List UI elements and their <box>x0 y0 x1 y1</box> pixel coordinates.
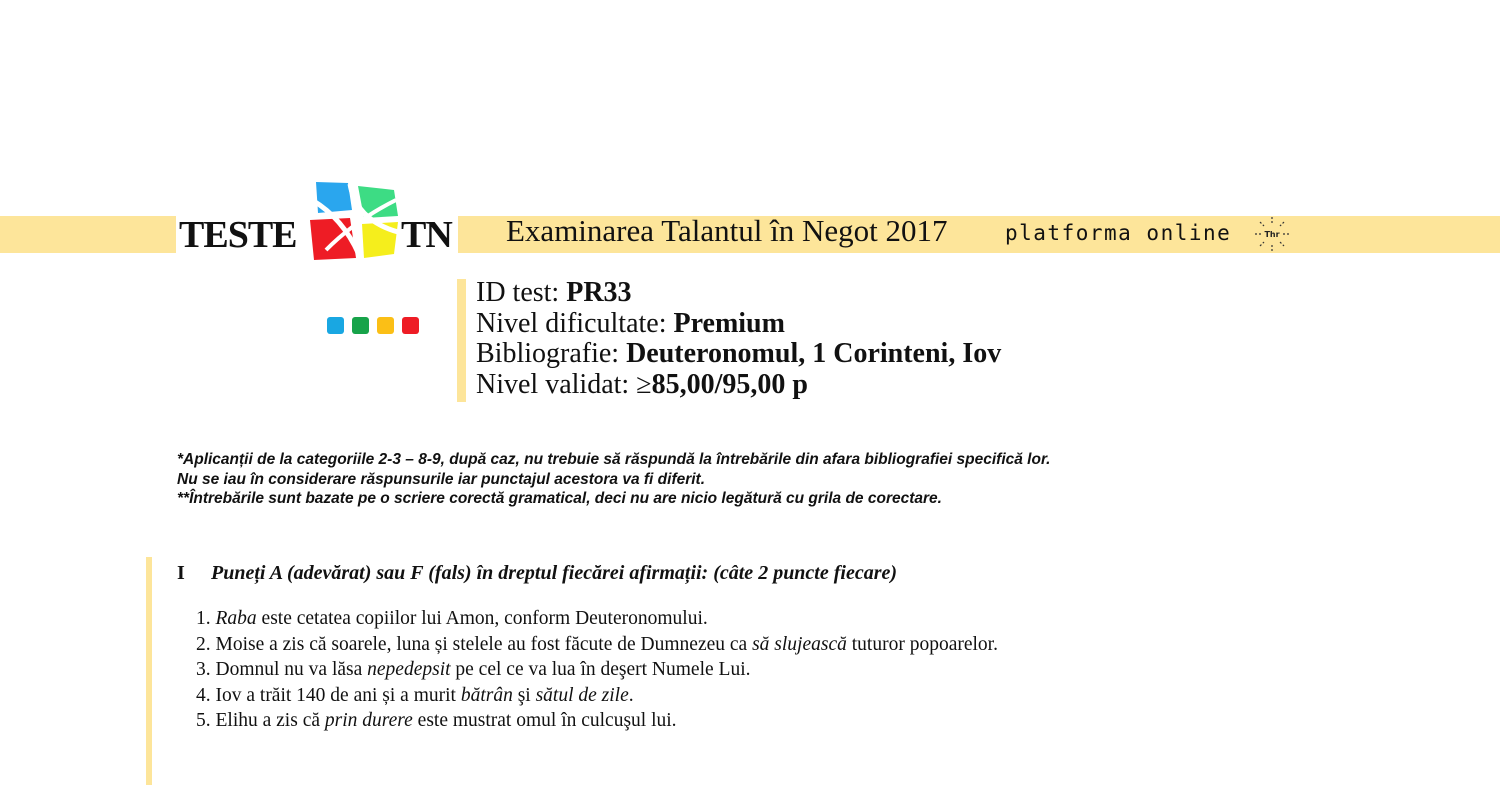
list-item: 2. Moise a zis că soarele, luna și stelele au fost făcute de Dumnezeu ca să slujească tuturor popoarelor. <box>196 633 998 655</box>
sun-badge-icon <box>1254 216 1290 252</box>
bibliography-value: Deuteronomul, 1 Corinteni, Iov <box>626 338 1002 369</box>
bibliography-line <box>476 339 1001 370</box>
difficulty-label: Nivel dificultate: <box>476 307 674 339</box>
section-accent-bar <box>146 557 152 785</box>
list-item: 3. Domnul nu va lăsa nepedepsit pe cel ce va lua în deşert Numele Lui. <box>196 659 751 680</box>
test-id-value: PR33 <box>566 277 632 308</box>
note-line-3: **Întrebările sunt bazate pe o scriere corectă gramatical, deci nu are nicio legătură cu grila de corectare. <box>177 490 942 507</box>
difficulty-value: Premium <box>673 307 785 339</box>
test-info <box>476 278 1001 400</box>
logo-text-left: TESTE <box>179 214 297 256</box>
badge-text: Thr <box>1264 230 1280 239</box>
green-square <box>352 317 369 334</box>
logo-text-right: TN <box>401 214 452 256</box>
blue-square <box>327 317 344 334</box>
difficulty-line <box>476 309 1001 340</box>
validated-label: Nivel validat: <box>476 368 637 400</box>
exam-title: Examinarea Talantul în Negot 2017 <box>506 213 948 248</box>
validated-value: 85,00/95,00 p <box>651 368 808 400</box>
instructions-note <box>177 450 1277 509</box>
list-item: 1. Raba este cetatea copiilor lui Amon, conform Deuteronomului. <box>196 608 708 629</box>
section-number: I <box>177 562 185 584</box>
red-square <box>402 317 419 334</box>
platform-subtitle: platforma online <box>1005 221 1232 245</box>
test-id-label: ID test: <box>476 277 567 308</box>
note-line-1: *Aplicanții de la categoriile 2-3 – 8-9, după caz, nu trebuie să răspundă la întrebările din afara bibliografiei specifică lor. <box>177 451 1051 468</box>
color-squares <box>327 317 419 334</box>
validated-prefix: ≥ <box>636 368 652 400</box>
list-item: 5. Elihu a zis că prin durere este mustrat omul în culcuşul lui. <box>196 710 677 731</box>
note-line-2: Nu se iau în considerare răspunsurile iar punctajul acestora va fi diferit. <box>177 470 706 488</box>
logo-graphic <box>306 180 402 264</box>
bibliography-label: Bibliografie: <box>476 338 627 369</box>
test-id-line <box>476 278 1001 309</box>
validated-line <box>476 370 1001 401</box>
info-accent-bar <box>457 279 466 402</box>
statement-list <box>196 606 998 734</box>
yellow-square <box>377 317 394 334</box>
list-item: 4. Iov a trăit 140 de ani și a murit bătrân şi sătul de zile. <box>196 684 634 706</box>
section-title: Puneți A (adevărat) sau F (fals) în dreptul fiecărei afirmații: (câte 2 puncte fiecare) <box>211 562 898 584</box>
